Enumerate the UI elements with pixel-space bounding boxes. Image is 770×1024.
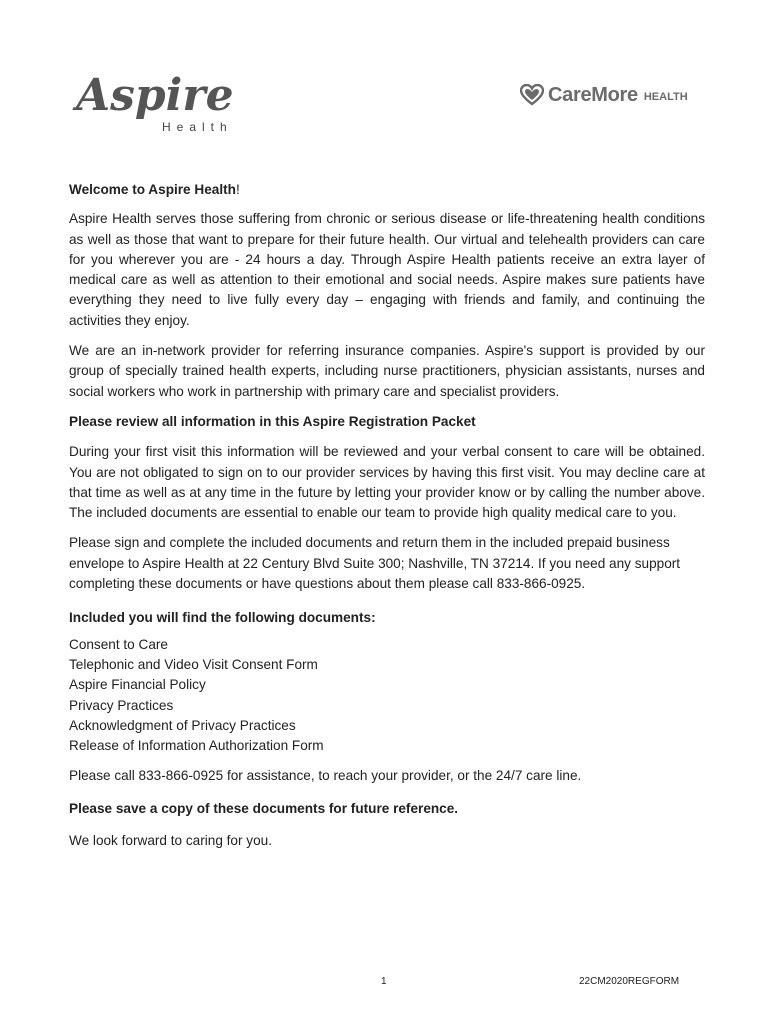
list-item: Consent to Care — [69, 636, 168, 652]
list-item: Release of Information Authorization Form — [69, 738, 324, 754]
list-item: Acknowledgment of Privacy Practices — [69, 717, 296, 733]
review-heading: Please review all information in this Aspire Registration Packet — [69, 413, 476, 429]
sign-complete-paragraph: Please sign and complete the included documents and return them in the included prepaid business envelope to Aspire Health at 22 Century Blvd Suite 300; Nashville, TN 37214. If you need any support completing these documents or have questions about them please call 833-866-0925. — [69, 535, 681, 592]
welcome-heading — [69, 180, 705, 200]
closing-paragraph: We look forward to caring for you. — [69, 833, 272, 849]
form-code: 22CM2020REGFORM — [579, 976, 680, 987]
caremore-logo-word: CareMore — [548, 83, 638, 106]
network-paragraph: We are an in-network provider for referring insurance companies. Aspire's support is provided by our group of specially trained health experts, including nurse practitioners, physician assistants, nurses and social workers who work in partnership with primary care and specialist providers. — [69, 343, 705, 399]
aspire-logo-subtitle: Health — [162, 120, 233, 134]
intro-paragraph: Aspire Health serves those suffering from chronic or serious disease or life-threatening health conditions as well as those that want to prepare for their future health. Our virtual and telehealth providers can care for you wherever you are - 24 hours a day. Through Aspire Health patients receive an extra layer of medical care as well as attention to their emotional and social needs. Aspire makes sure patients have everything they need to live fully every day – engaging with friends and family, and continuing the activities they enjoy. — [69, 211, 705, 328]
documents-list — [69, 635, 705, 757]
first-visit-paragraph: During your first visit this information will be reviewed and your verbal consent to care will be obtained. You are not obligated to sign on to our provider services by having this first visit. You may decline care at that time as well as at any time in the future by letting your provider know or by calling the number above. The included documents are essential to enable our team to provide high quality medical care to you. — [69, 444, 705, 521]
list-item: Telephonic and Video Visit Consent Form — [69, 656, 318, 672]
list-item: Aspire Financial Policy — [69, 677, 206, 693]
list-item: Privacy Practices — [69, 697, 174, 713]
aspire-health-logo — [76, 70, 256, 140]
caremore-health-logo — [520, 82, 688, 108]
heart-icon — [520, 84, 544, 106]
aspire-logo-word: Aspire — [76, 70, 234, 121]
save-copy-heading: Please save a copy of these documents for future reference. — [69, 800, 459, 816]
caremore-logo-subtitle: HEALTH — [643, 91, 688, 103]
welcome-text: Welcome to Aspire Health — [69, 182, 236, 197]
welcome-punctuation: ! — [235, 182, 240, 197]
page-number: 1 — [381, 976, 387, 987]
letter-body — [69, 180, 705, 861]
call-assistance-paragraph: Please call 833-866-0925 for assistance, to reach your provider, or the 24/7 care line. — [69, 768, 582, 784]
documents-heading: Included you will find the following documents: — [69, 610, 376, 626]
